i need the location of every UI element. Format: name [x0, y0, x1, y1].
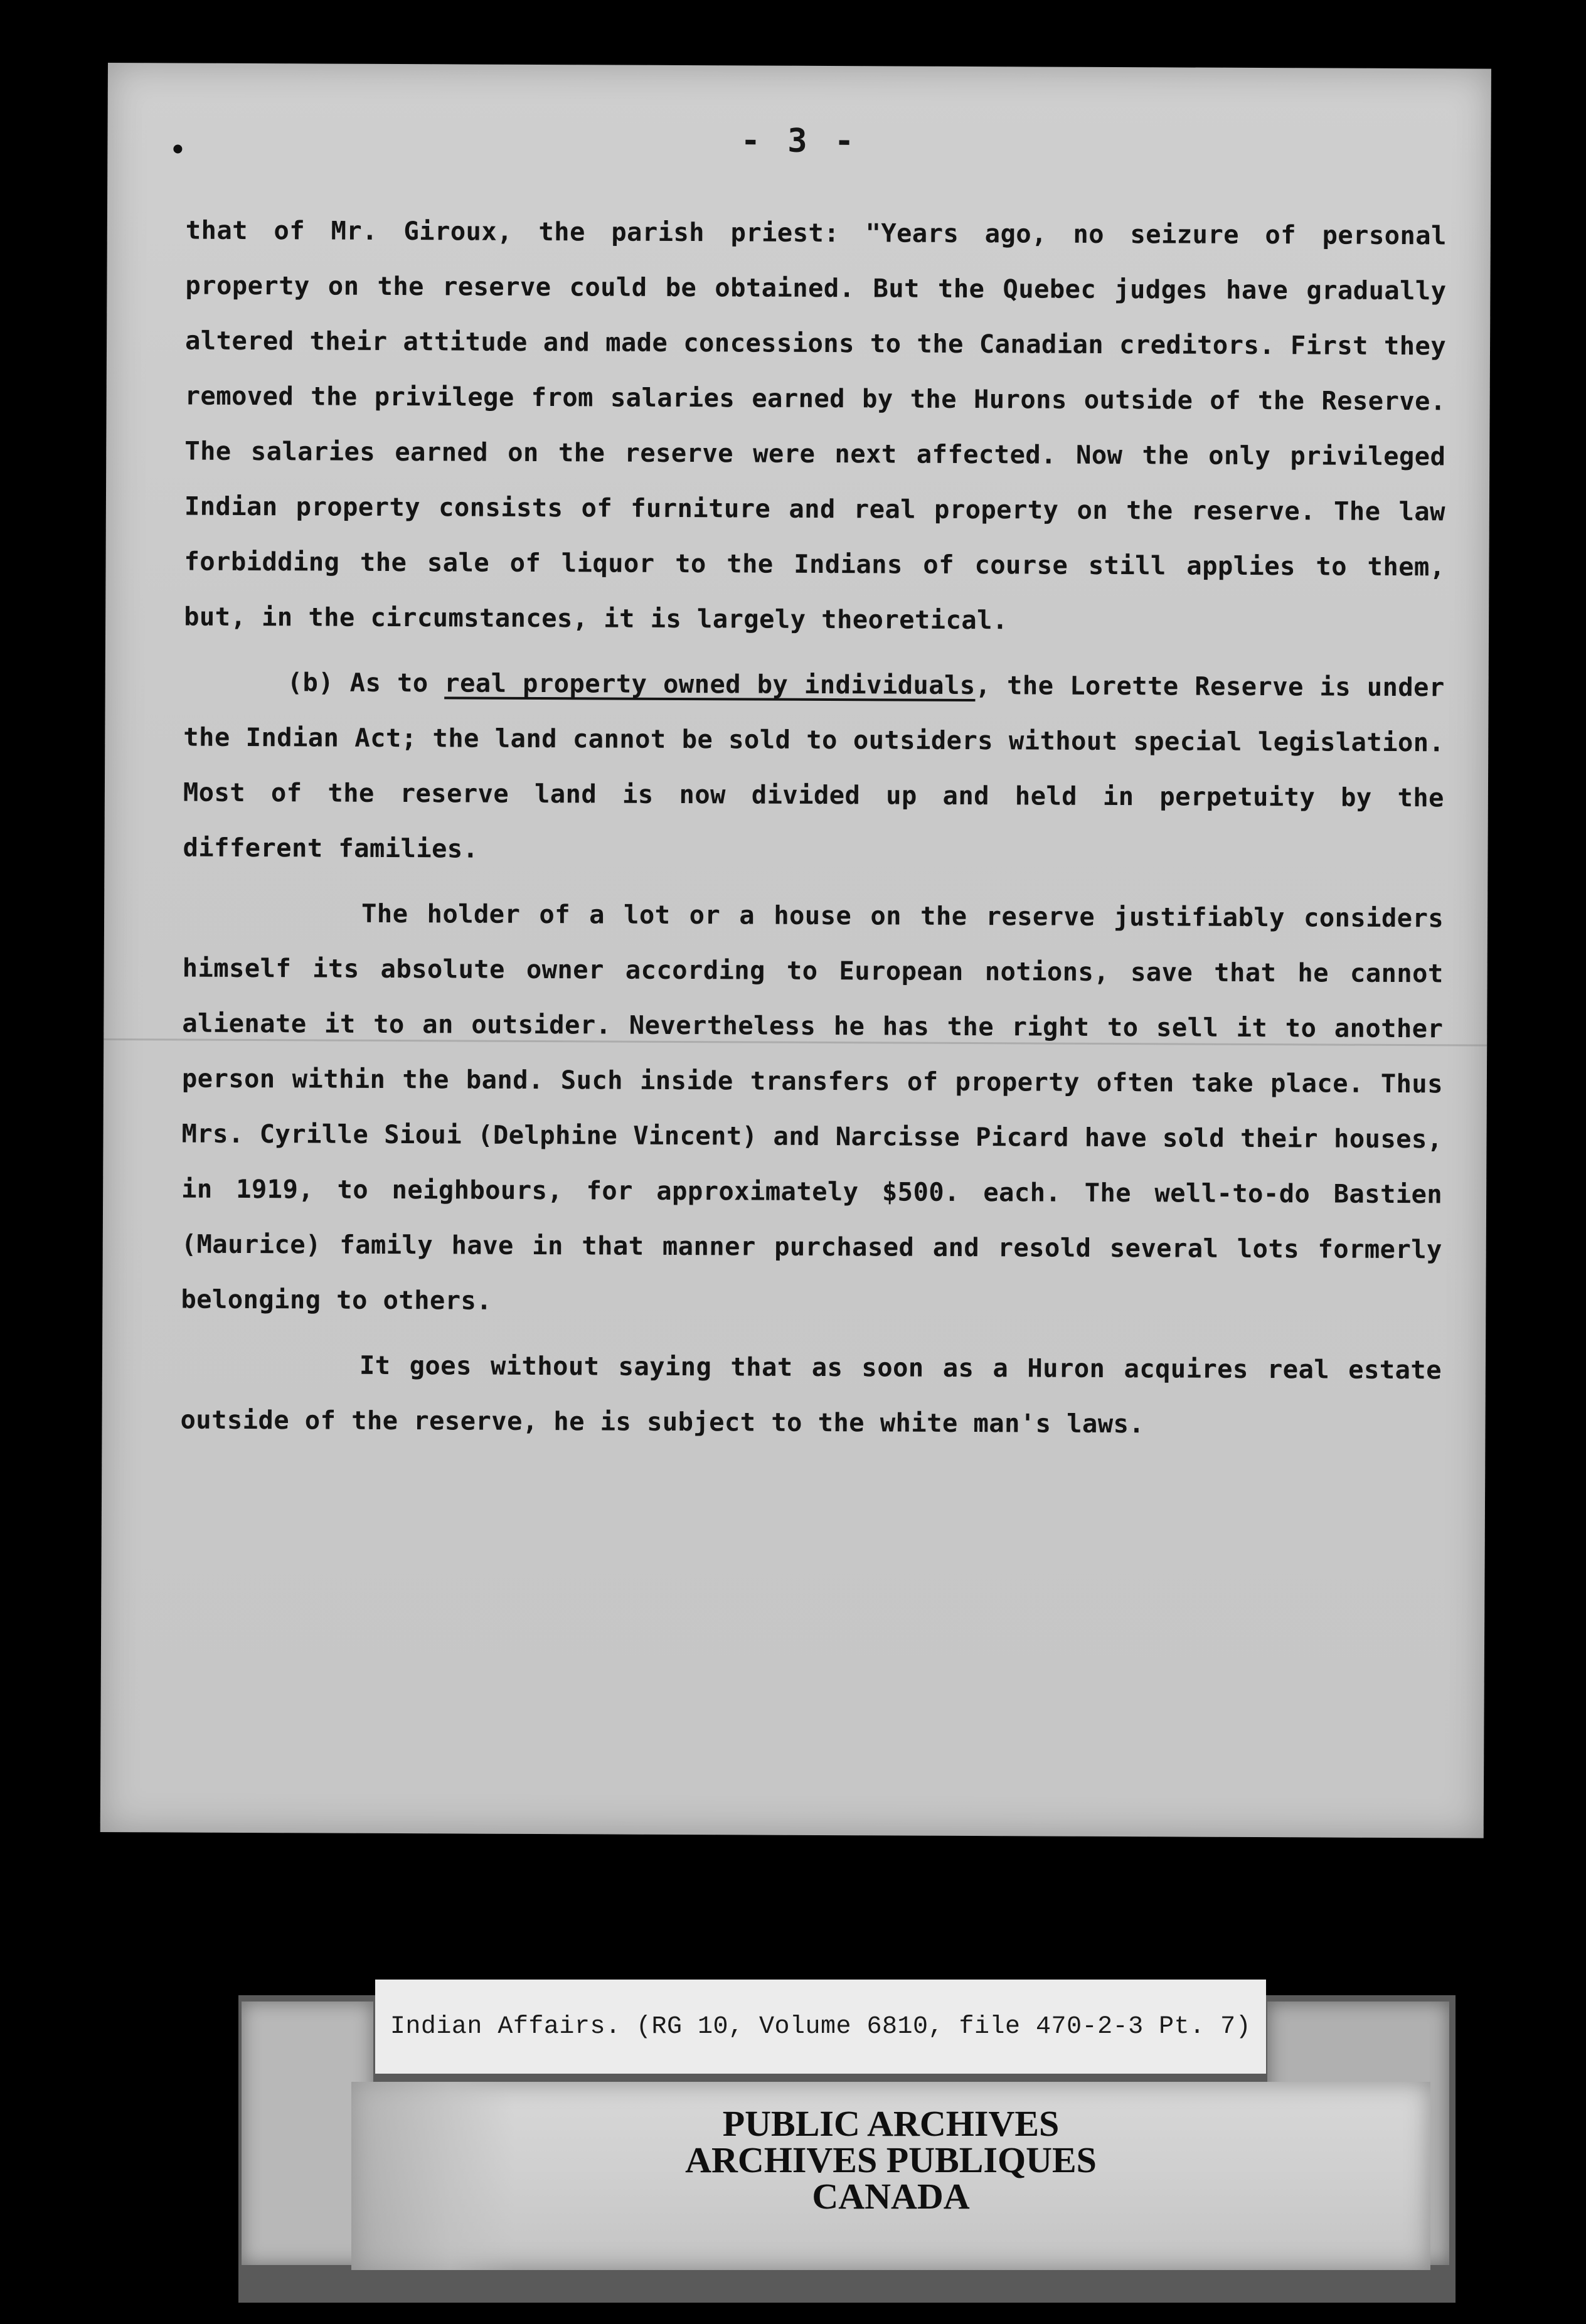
document-body: [180, 203, 1447, 1453]
paragraph-2: [183, 654, 1445, 881]
paragraph-2-prefix: (b) As to: [287, 667, 445, 698]
stamp-line-3: CANADA: [812, 2176, 970, 2217]
stamp-text: [351, 2103, 1430, 2217]
archives-stamp: [351, 2082, 1430, 2270]
stamp-line-1: PUBLIC ARCHIVES: [722, 2103, 1060, 2144]
archive-reference-label: [375, 1980, 1266, 2074]
paragraph-2-rest: , the Lorette Reserve is under the Indian Act; the land cannot be sold to outsiders without special legislation. Most of the reserve land is now divided up and held in perpetuity by the different families.: [183, 670, 1445, 864]
document-page: [100, 63, 1491, 1838]
paragraph-1: that of Mr. Giroux, the parish priest: "Years ago, no seizure of personal property on the reserve could be obtained. But the Quebec judges have gradually altered their attitude and made concessions to the Canadian creditors. First they removed the privilege from salaries earned by the Hurons outside of the Reserve. The salaries earned on the reserve were next affected. Now the only privileged Indian property consists of furniture and real property on the reserve. The law forbidding the sale of liquor to the Indians of course still applies to them, but, in the circumstances, it is largely theoretical.: [184, 215, 1447, 636]
stamp-line-2: ARCHIVES PUBLIQUES: [685, 2140, 1097, 2180]
paragraph-4: It goes without saying that as soon as a Huron acquires real estate outside of the reserve, he is subject to the white man's laws.: [180, 1350, 1442, 1439]
page-number: - 3 -: [740, 122, 858, 161]
paragraph-3: The holder of a lot or a house on the reserve justifiably considers himself its absolute owner according to European notions, save that he cannot alienate it to an outsider. Nevertheless he has the right to sell it to another person within the band. Such inside transfers of property often take place. Thus Mrs. Cyrille Sioui (Delphine Vincent) and Narcisse Picard have sold their houses, in 1919, to neighbours, for approximately $500. each. The well-to-do Bastien (Maurice) family have in that manner purchased and resold several lots formerly belonging to others.: [181, 898, 1444, 1316]
underlined-phrase: real property owned by individuals: [444, 668, 976, 701]
archive-reference-text: Indian Affairs. (RG 10, Volume 6810, file 470-2-3 Pt. 7): [390, 2012, 1252, 2041]
